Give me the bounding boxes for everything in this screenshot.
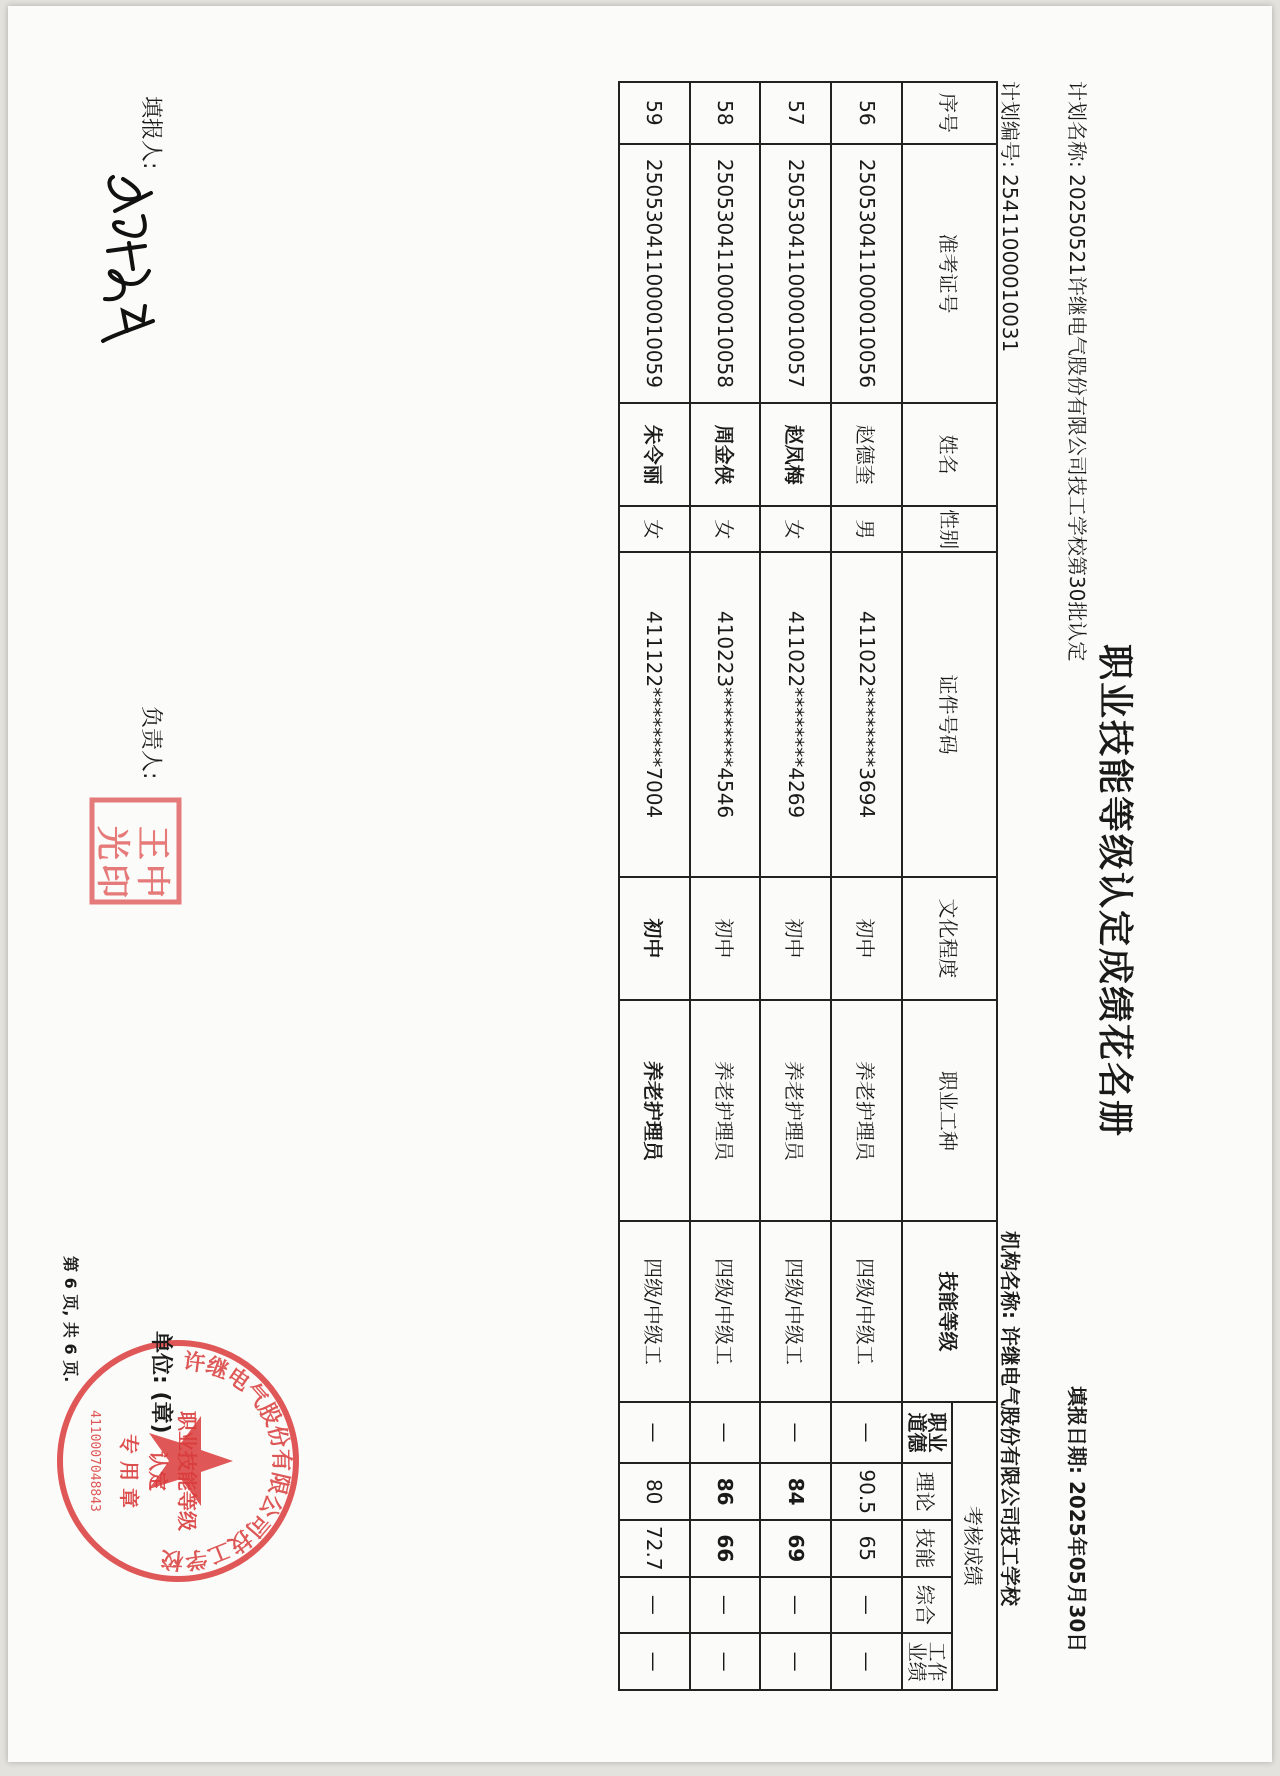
cell-name: 朱令丽 (619, 403, 690, 506)
org-name-value: 许继电气股份有限公司技工学校 (998, 1325, 1022, 1606)
cell-skill: 65 (831, 1520, 902, 1577)
plan-number (997, 81, 1026, 352)
cell-skill: 66 (690, 1520, 761, 1577)
table-row (690, 82, 761, 1690)
cell-gender: 女 (619, 506, 690, 552)
cell-ticket: 250530411000010059 (619, 144, 690, 403)
plan-name-value: 20250521许继电气股份有限公司技工学校第30批认定 (1065, 174, 1089, 662)
header-name: 姓名 (902, 403, 997, 506)
cell-ethics: — (831, 1402, 902, 1464)
header-scores: 考核成绩 (952, 1402, 997, 1690)
cell-overall: — (761, 1577, 832, 1634)
table-row (619, 82, 690, 1690)
svg-text:中: 中 (132, 864, 172, 898)
svg-text:光: 光 (92, 826, 132, 860)
cell-skill: 72.7 (619, 1520, 690, 1577)
cell-education: 初中 (690, 877, 761, 1001)
header-ethics: 职业道德 (902, 1402, 952, 1464)
cell-skill-level: 四级/中级工 (831, 1221, 902, 1401)
cell-seq: 57 (761, 82, 832, 144)
cell-theory: 84 (761, 1463, 832, 1520)
cell-id-no: 411122********7004 (619, 552, 690, 876)
cell-performance: — (690, 1633, 761, 1690)
plan-name (1064, 81, 1093, 661)
cell-seq: 59 (619, 82, 690, 144)
fill-date (1064, 1386, 1093, 1652)
cell-skill-level: 四级/中级工 (690, 1221, 761, 1401)
svg-text:印: 印 (92, 864, 132, 898)
cell-ethics: — (690, 1402, 761, 1464)
header-theory: 理论 (902, 1463, 952, 1520)
cell-education: 初中 (761, 877, 832, 1001)
cell-occupation: 养老护理员 (690, 1000, 761, 1221)
cell-performance: — (831, 1633, 902, 1690)
cell-seq: 58 (690, 82, 761, 144)
header-occupation: 职业工种 (902, 1000, 997, 1221)
header-skill: 技能 (902, 1520, 952, 1577)
rotated-page (8, 6, 1280, 1776)
fill-date-value: 2025年05月30日 (1065, 1480, 1089, 1653)
table-row (761, 82, 832, 1690)
header-gender: 性别 (902, 506, 997, 552)
cell-ticket: 250530411000010058 (690, 144, 761, 403)
header-ticket: 准考证号 (902, 144, 997, 403)
plan-number-value: 25411000010031 (998, 174, 1022, 353)
header-overall: 综合 (902, 1577, 952, 1634)
cell-name: 赵德奎 (831, 403, 902, 506)
cell-gender: 女 (761, 506, 832, 552)
cell-name: 周金侠 (690, 403, 761, 506)
cell-occupation: 养老护理员 (761, 1000, 832, 1221)
score-roster-table (618, 81, 998, 1691)
header-id-no: 证件号码 (902, 552, 997, 876)
cell-ethics: — (619, 1402, 690, 1464)
cell-theory: 80 (619, 1463, 690, 1520)
cell-overall: — (690, 1577, 761, 1634)
cell-theory: 90.5 (831, 1463, 902, 1520)
plan-number-label: 计划编号: (998, 81, 1022, 168)
cell-ticket: 250530411000010056 (831, 144, 902, 403)
org-name (997, 1231, 1026, 1606)
cell-ethics: — (761, 1402, 832, 1464)
plan-name-label: 计划名称: (1065, 81, 1089, 168)
fill-date-label: 填报日期: (1065, 1386, 1089, 1474)
svg-text:许继电气股份有限公司技工学校: 许继电气股份有限公司技工学校 (160, 1349, 294, 1573)
cell-skill-level: 四级/中级工 (761, 1221, 832, 1401)
cell-skill: 69 (761, 1520, 832, 1577)
signer-label: 填报人: (138, 96, 163, 170)
cell-gender: 女 (690, 506, 761, 552)
page-title: 职业技能等级认定成绩花名册 (1094, 643, 1135, 1138)
cell-education: 初中 (619, 877, 690, 1001)
cell-id-no: 410223********4546 (690, 552, 761, 876)
cell-performance: — (761, 1633, 832, 1690)
cell-gender: 男 (831, 506, 902, 552)
svg-text:4110007048843: 4110007048843 (87, 1410, 102, 1512)
cell-overall: — (619, 1577, 690, 1634)
cell-skill-level: 四级/中级工 (619, 1221, 690, 1401)
unit-seal-label: 单位: (章) (148, 1331, 173, 1434)
cell-overall: — (831, 1577, 902, 1634)
cell-theory: 86 (690, 1463, 761, 1520)
table-row (831, 82, 902, 1690)
handwritten-signature (93, 171, 163, 351)
seal-caption: 职业技能等级认定 专 用 章 (117, 1411, 199, 1531)
responsible-label: 负责人: (138, 706, 163, 780)
cell-occupation: 养老护理员 (831, 1000, 902, 1221)
cell-name: 赵凤梅 (761, 403, 832, 506)
header-performance: 工作业绩 (902, 1633, 952, 1690)
cell-performance: — (619, 1633, 690, 1690)
header-education: 文化程度 (902, 877, 997, 1001)
header-skill-level: 技能等级 (902, 1221, 997, 1401)
cell-id-no: 411022********3694 (831, 552, 902, 876)
cell-education: 初中 (831, 877, 902, 1001)
cell-occupation: 养老护理员 (619, 1000, 690, 1221)
svg-text:王: 王 (132, 826, 172, 860)
header-seq: 序号 (902, 82, 997, 144)
personal-square-stamp (88, 796, 183, 906)
cell-ticket: 250530411000010057 (761, 144, 832, 403)
cell-seq: 56 (831, 82, 902, 144)
paper-sheet (8, 6, 1272, 1762)
cell-id-no: 411022********4269 (761, 552, 832, 876)
org-name-label: 机构名称: (998, 1231, 1022, 1319)
page-info: 第 6 页, 共 6 页. (61, 1256, 80, 1383)
